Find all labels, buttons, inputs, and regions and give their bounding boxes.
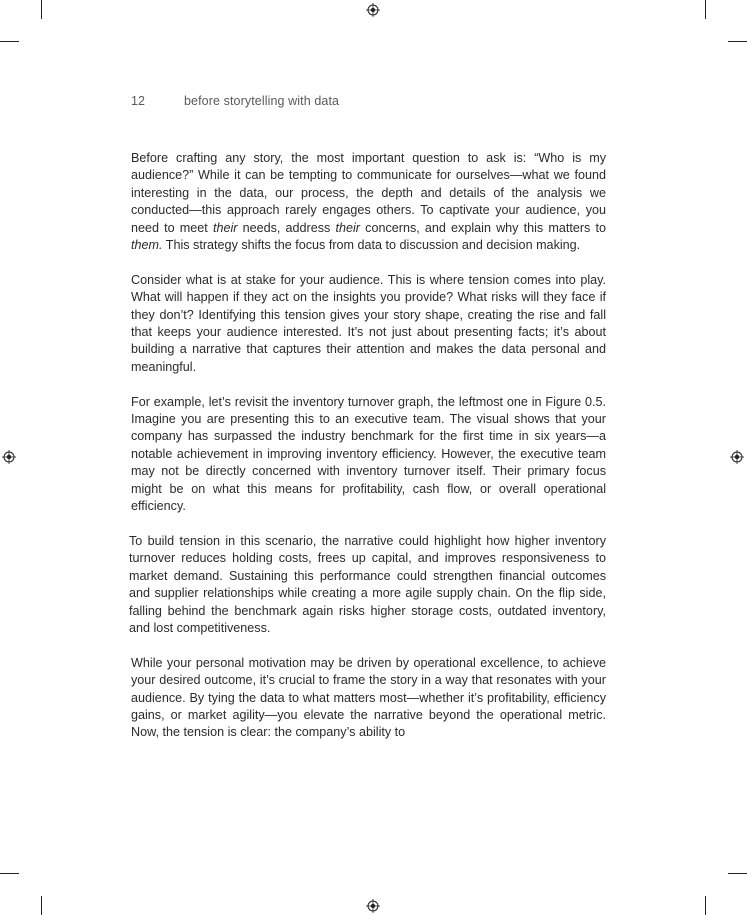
- paragraph-text: Before crafting any story, the most important question to ask is: “Who is my audience?” While it can be tempting to communicate for ourselves—what we found interesting in the data, our process, the depth and details of the analysis we conducted—this approach rarely engages others. To captivate your audience, you need to meet: [131, 151, 606, 235]
- crop-mark-right-top: [728, 41, 747, 42]
- crop-mark-top-left: [41, 0, 42, 19]
- paragraph: [129, 533, 606, 637]
- registration-mark-icon: [2, 450, 16, 464]
- emphasis-text: them.: [131, 238, 163, 253]
- crop-mark-top-right: [705, 0, 706, 19]
- body-text: [131, 150, 606, 759]
- running-head: [131, 94, 339, 108]
- running-title: before storytelling with data: [184, 94, 340, 108]
- paragraph: [131, 655, 606, 742]
- paragraph-text: This strategy shifts the focus from data to discussion and decision making.: [162, 238, 581, 253]
- paragraph-text: To build tension in this scenario, the narrative could highlight how higher inventory turnover reduces holding costs, frees up capital, and improves responsiveness to market demand. Sustaining this performance could strengthen financial outcomes and supplier relationships while creating a more agile supply chain. On the flip side, falling behind the benchmark again risks higher storage costs, outdated inventory, and lost competitiveness.: [129, 533, 606, 635]
- paragraph-text: For example, let’s revisit the inventory turnover graph, the leftmost one in Figure 0.5. Imagine you are presenting this to an executive team. The visual shows that your company has surpassed the industry benchmark for the first time in six years—a notable achievement in improving inventory efficiency. However, the executive team may not be directly concerned with inventory turnover itself. Their primary focus might be on what this means for profitability, cash flow, or overall operational efficiency.: [131, 394, 606, 514]
- paragraph: [131, 394, 606, 516]
- crop-mark-bottom-left: [41, 896, 42, 915]
- crop-mark-right-bottom: [728, 873, 747, 874]
- paragraph-text: concerns, and explain why this matters to: [360, 220, 606, 235]
- paragraph-text: needs, address: [237, 220, 336, 235]
- registration-mark-icon: [730, 450, 744, 464]
- paragraph-text: While your personal motivation may be driven by operational excellence, to achieve your desired outcome, it’s crucial to frame the story in a way that resonates with your audience. By tying the data to what matters most—whether it’s profitability, efficiency gains, or market agility—you elevate the narrative beyond the operational metric. Now, the tension is clear: the company’s ability to: [131, 655, 606, 740]
- paragraph: [131, 272, 606, 376]
- emphasis-text: their: [335, 220, 360, 235]
- page-number: 12: [131, 94, 146, 108]
- crop-mark-left-bottom: [0, 873, 19, 874]
- registration-mark-icon: [366, 3, 380, 17]
- paragraph-text: Consider what is at stake for your audience. This is where tension comes into play. What will happen if they act on the insights you provide? What risks will they face if they don’t? Identifying this tension gives your story shape, creating the rise and fall that keeps your audience interested. It’s not just about presenting facts; it’s about building a narrative that captures their attention and makes the data personal and meaningful.: [131, 272, 606, 374]
- registration-mark-icon: [366, 899, 380, 913]
- crop-mark-left-top: [0, 41, 19, 42]
- crop-mark-bottom-right: [705, 896, 706, 915]
- paragraph: [131, 150, 606, 254]
- emphasis-text: their: [212, 220, 238, 235]
